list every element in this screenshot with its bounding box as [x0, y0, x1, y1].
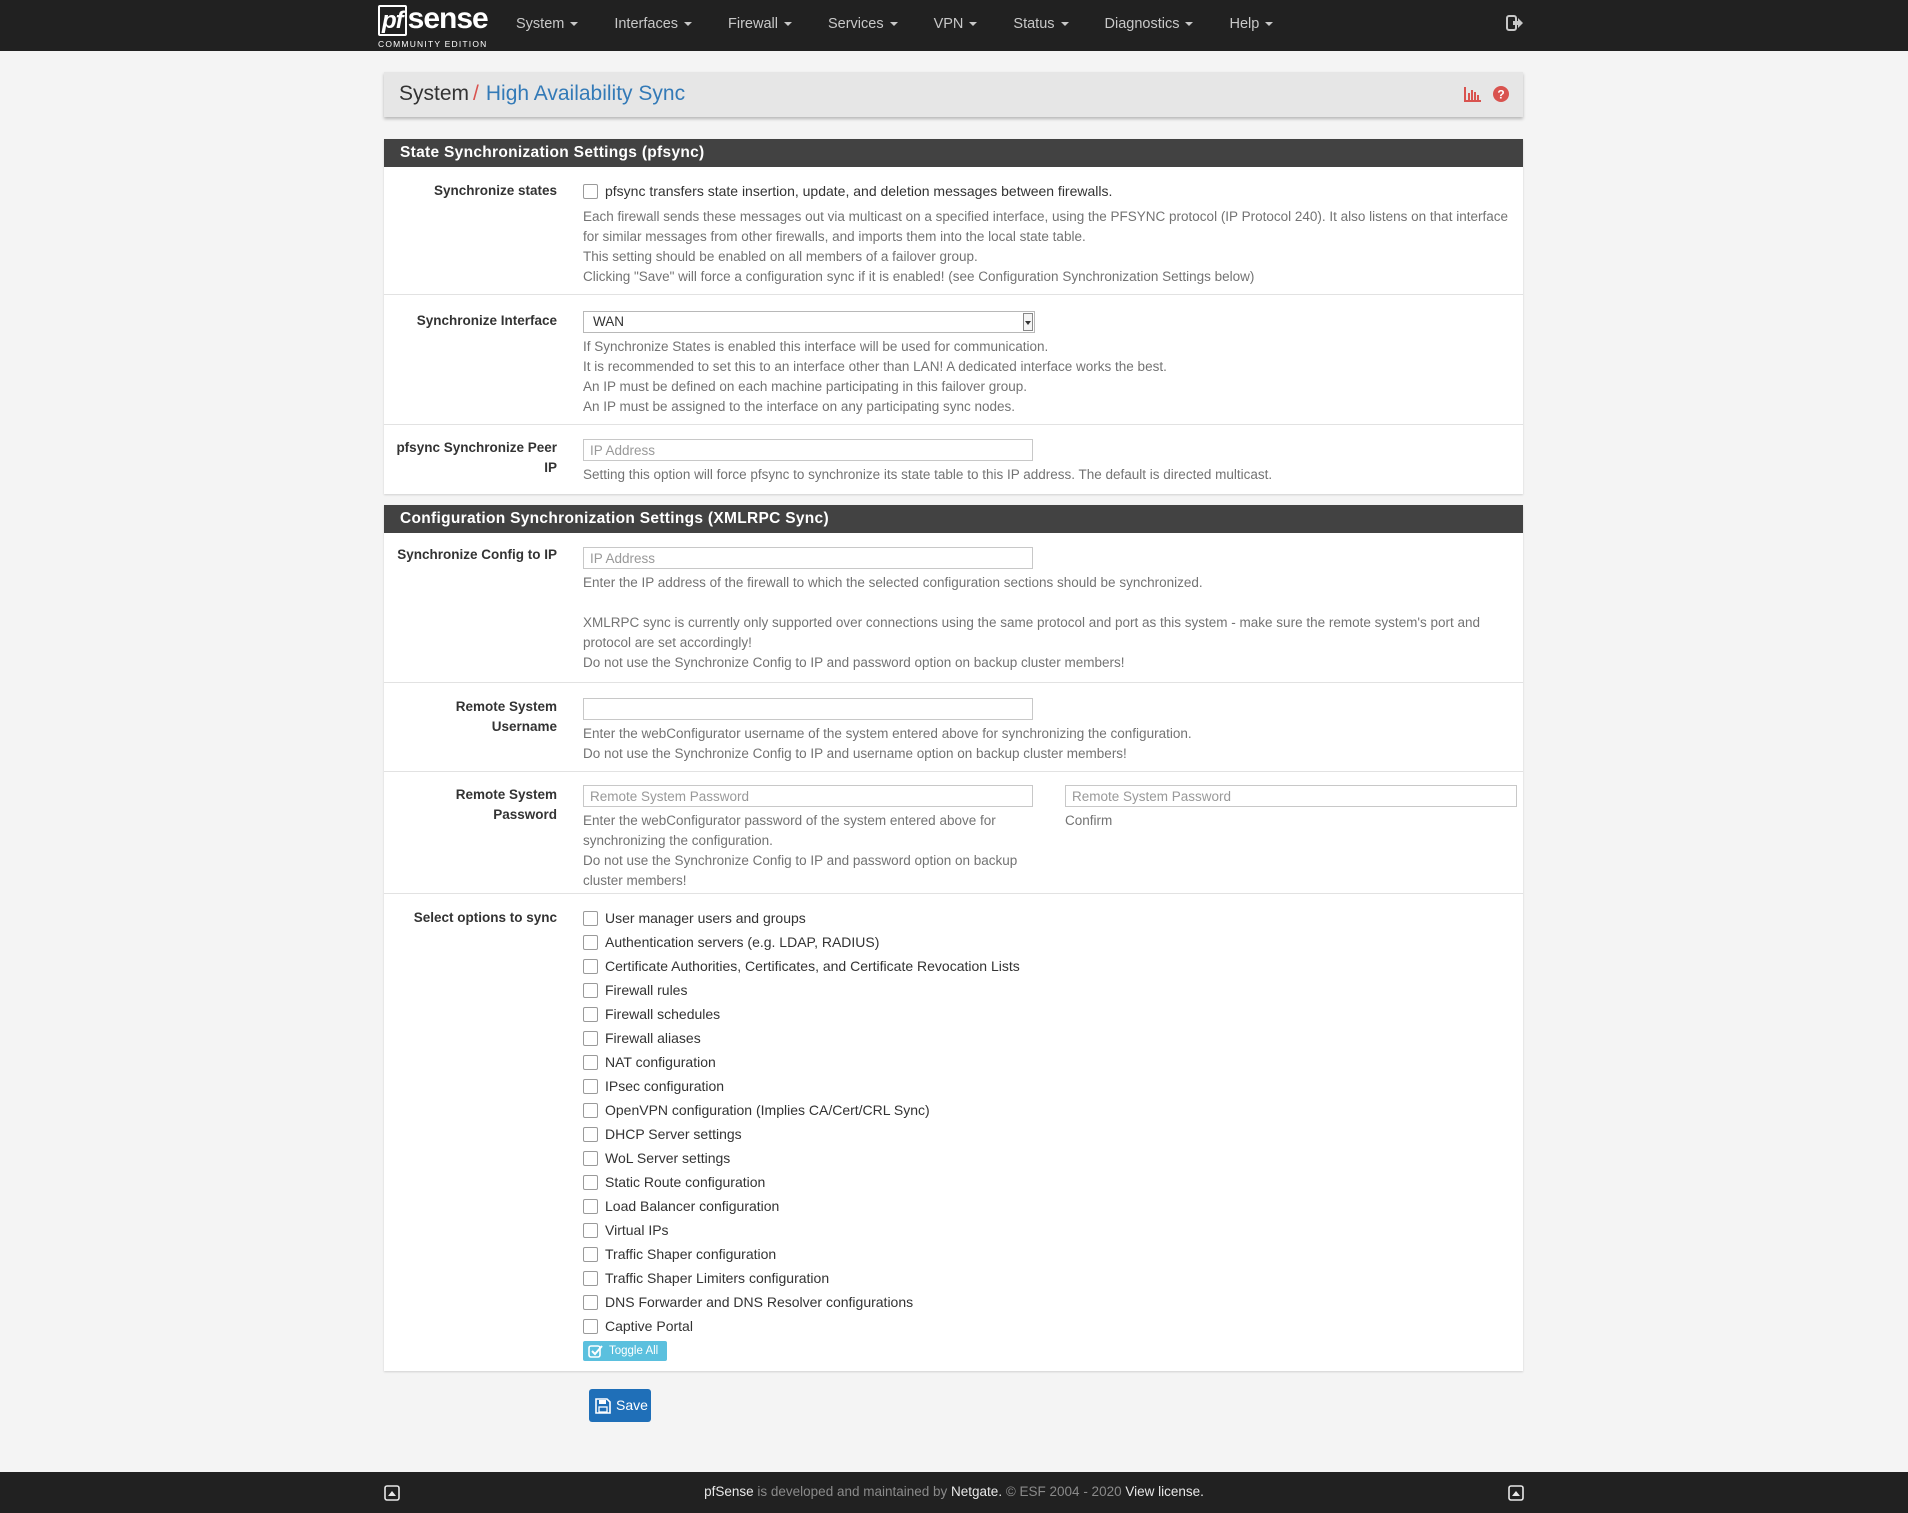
state-sync-heading: State Synchronization Settings (pfsync) [384, 139, 1523, 167]
state-sync-panel [384, 139, 1523, 494]
sync-option-checkbox[interactable] [583, 983, 598, 998]
sync-interface-select[interactable] [583, 311, 1035, 333]
toggle-all-label: Toggle All [609, 1345, 659, 1357]
peer-ip-help: Setting this option will force pfsync to synchronize its state table to this IP address. The default is directed multicast. [583, 467, 1273, 482]
sync-option-label: Static Route configuration [605, 1174, 766, 1190]
sync-option-dhcp[interactable] [583, 1122, 1508, 1146]
sync-option-label: Firewall rules [605, 982, 688, 998]
menu-status[interactable] [995, 0, 1086, 51]
menu-help-label: Help [1229, 16, 1260, 32]
menu-system[interactable] [498, 0, 596, 51]
sync-option-checkbox[interactable] [583, 1319, 598, 1334]
sync-option-checkbox[interactable] [583, 959, 598, 974]
password-label-line2: Password [493, 807, 557, 822]
username-label [387, 697, 557, 737]
logo-sense: sense [407, 2, 488, 35]
sync-option-checkbox[interactable] [583, 1079, 598, 1094]
sync-option-checkbox[interactable] [583, 1151, 598, 1166]
sync-interface-field [583, 311, 1508, 417]
sync-option-checkbox[interactable] [583, 1199, 598, 1214]
sync-option-traffic-shaper[interactable] [583, 1242, 1508, 1266]
sync-states-checkbox-label: pfsync transfers state insertion, update, and deletion messages between firewalls. [605, 183, 1113, 199]
config-sync-panel [384, 505, 1523, 1371]
sync-option-ipsec[interactable] [583, 1074, 1508, 1098]
sync-options-list [583, 906, 1508, 1361]
username-input[interactable] [583, 698, 1033, 720]
sync-option-label: DHCP Server settings [605, 1126, 742, 1142]
top-navbar [0, 0, 1908, 51]
sync-option-checkbox[interactable] [583, 911, 598, 926]
sync-option-label: OpenVPN configuration (Implies CA/Cert/CRL Sync) [605, 1102, 930, 1118]
config-ip-row [384, 533, 1523, 686]
sync-option-label: Firewall schedules [605, 1006, 721, 1022]
breadcrumb-parent[interactable]: System [399, 82, 470, 105]
caret-down-icon [1061, 22, 1069, 26]
sync-interface-help-2: It is recommended to set this to an interface other than LAN! A dedicated interface works the best. [583, 359, 1167, 374]
sync-option-firewall-schedules[interactable] [583, 1002, 1508, 1026]
sync-option-label: WoL Server settings [605, 1150, 731, 1166]
sync-options-label: Select options to sync [413, 910, 557, 925]
caret-down-icon [969, 22, 977, 26]
password-help-4: cluster members! [583, 873, 687, 888]
svg-text:?: ? [1497, 87, 1505, 102]
config-ip-field [583, 547, 1508, 673]
sync-option-checkbox[interactable] [583, 1175, 598, 1190]
sync-option-openvpn[interactable] [583, 1098, 1508, 1122]
breadcrumb-current[interactable]: High Availability Sync [485, 82, 686, 105]
password-help-3: Do not use the Synchronize Config to IP and password option on backup [583, 853, 1018, 868]
sync-option-certificates[interactable] [583, 954, 1508, 978]
caret-down-icon [570, 22, 578, 26]
chevron-down-icon [1023, 313, 1033, 331]
pfsense-logo[interactable] [378, 4, 488, 48]
username-field [583, 698, 1508, 764]
menu-status-label: Status [1013, 16, 1055, 32]
sync-option-checkbox[interactable] [583, 1295, 598, 1310]
sync-option-checkbox[interactable] [583, 1247, 598, 1262]
menu-firewall[interactable] [710, 0, 810, 51]
sync-option-load-balancer[interactable] [583, 1194, 1508, 1218]
menu-interfaces[interactable] [596, 0, 710, 51]
sync-option-shaper-limiters[interactable] [583, 1266, 1508, 1290]
sync-option-wol[interactable] [583, 1146, 1508, 1170]
password-label-line1: Remote System [455, 787, 557, 802]
sync-option-checkbox[interactable] [583, 935, 598, 950]
footer-copyright: © ESF 2004 - 2020 [1002, 1484, 1126, 1499]
peer-ip-field [583, 439, 1508, 485]
sync-states-label: Synchronize states [433, 183, 557, 198]
sync-option-label: Load Balancer configuration [605, 1198, 780, 1214]
sync-option-label: Certificate Authorities, Certificates, and Certificate Revocation Lists [605, 958, 1020, 974]
sync-option-label: Traffic Shaper Limiters configuration [605, 1270, 830, 1286]
config-ip-help-1: Enter the IP address of the firewall to which the selected configuration sections should be synchronized. [583, 575, 1203, 590]
sync-option-firewall-aliases[interactable] [583, 1026, 1508, 1050]
sync-option-checkbox[interactable] [583, 1007, 598, 1022]
sync-states-help-3: Clicking "Save" will force a configuration sync if it is enabled! (see Configuration Synchronization Settings below) [583, 269, 1255, 284]
sync-option-label: IPsec configuration [605, 1078, 725, 1094]
menu-vpn-label: VPN [933, 16, 964, 32]
username-label-line2: Username [491, 719, 557, 734]
toggle-all-button[interactable] [583, 1341, 667, 1361]
username-help-2: Do not use the Synchronize Config to IP and username option on backup cluster members! [583, 746, 1127, 761]
menu-diagnostics-label: Diagnostics [1104, 16, 1180, 32]
peer-ip-input[interactable]: IP Address [583, 439, 1033, 461]
sync-option-label: Authentication servers (e.g. LDAP, RADIUS) [605, 934, 880, 950]
peer-ip-label-line1: pfsync Synchronize Peer [396, 440, 557, 455]
footer-middle: is developed and maintained by [753, 1484, 952, 1499]
peer-ip-row [384, 424, 1523, 495]
logo-edition: COMMUNITY EDITION [378, 39, 488, 49]
breadcrumb [399, 82, 685, 106]
password-help-2: synchronizing the configuration. [583, 833, 773, 848]
save-button[interactable] [589, 1389, 651, 1422]
menu-system-label: System [516, 16, 565, 32]
sync-interface-value: WAN [593, 314, 624, 329]
menu-diagnostics[interactable] [1087, 0, 1212, 51]
password-confirm-field [1065, 785, 1517, 831]
sync-option-checkbox[interactable] [583, 1055, 598, 1070]
menu-vpn[interactable] [916, 0, 996, 51]
config-ip-help-2: XMLRPC sync is currently only supported over connections using the same protocol and port as this system - make sure the remote system's port and protocol are set accordingly! [583, 615, 1480, 650]
caret-down-icon [784, 22, 792, 26]
config-ip-input[interactable]: IP Address [583, 547, 1033, 569]
save-label: Save [616, 1397, 648, 1413]
caret-down-icon [890, 22, 898, 26]
sync-option-checkbox[interactable] [583, 1127, 598, 1142]
config-sync-heading: Configuration Synchronization Settings (XMLRPC Sync) [384, 505, 1523, 533]
footer-product[interactable]: pfSense [704, 1484, 754, 1499]
sync-option-label: Virtual IPs [605, 1222, 669, 1238]
sync-option-label: Firewall aliases [605, 1030, 701, 1046]
sync-option-nat[interactable] [583, 1050, 1508, 1074]
bar-chart-icon[interactable] [1462, 84, 1482, 104]
sync-option-checkbox[interactable] [583, 1031, 598, 1046]
config-ip-help-3: Do not use the Synchronize Config to IP and password option on backup cluster members! [583, 655, 1125, 670]
sync-interface-help-4: An IP must be assigned to the interface on any participating sync nodes. [583, 399, 1016, 414]
sync-option-captive-portal[interactable] [583, 1314, 1508, 1338]
caret-down-icon [684, 22, 692, 26]
username-help-1: Enter the webConfigurator username of the system entered above for synchronizing the configuration. [583, 726, 1192, 741]
floppy-disk-icon [595, 1398, 611, 1414]
sync-option-virtual-ips[interactable] [583, 1218, 1508, 1242]
caret-down-icon [1185, 22, 1193, 26]
sync-option-checkbox[interactable] [583, 1271, 598, 1286]
menu-services[interactable] [810, 0, 916, 51]
password-row [384, 771, 1523, 898]
logo-pf: pf [378, 5, 407, 36]
peer-ip-label [387, 438, 557, 478]
breadcrumb-separator: / [473, 82, 479, 105]
password-input[interactable]: Remote System Password [583, 785, 1033, 807]
sync-interface-help-3: An IP must be defined on each machine participating in this failover group. [583, 379, 1028, 394]
password-help-1: Enter the webConfigurator password of the system entered above for [583, 813, 996, 828]
username-label-line1: Remote System [455, 699, 557, 714]
sync-option-label: Traffic Shaper configuration [605, 1246, 777, 1262]
sync-option-checkbox[interactable] [583, 1103, 598, 1118]
footer [0, 1472, 1908, 1513]
logout-icon[interactable] [1506, 14, 1524, 32]
breadcrumb-bar [384, 72, 1523, 117]
peer-ip-label-line2: IP [544, 460, 557, 475]
sync-option-checkbox[interactable] [583, 1223, 598, 1238]
password-field [583, 785, 1033, 891]
sync-states-row [384, 167, 1523, 294]
sync-states-field [583, 181, 1508, 287]
username-row [384, 682, 1523, 772]
password-label [387, 785, 557, 825]
sync-interface-help-1: If Synchronize States is enabled this interface will be used for communication. [583, 339, 1049, 354]
menu-services-label: Services [827, 16, 884, 32]
config-ip-label: Synchronize Config to IP [397, 547, 557, 562]
sync-option-auth-servers[interactable] [583, 930, 1508, 954]
sync-option-label: Captive Portal [605, 1318, 693, 1334]
sync-option-firewall-rules[interactable] [583, 978, 1508, 1002]
caret-down-icon [1265, 22, 1273, 26]
sync-option-label: NAT configuration [605, 1054, 716, 1070]
footer-text [0, 1484, 1908, 1499]
menu-firewall-label: Firewall [728, 16, 778, 32]
help-circle-icon[interactable] [1491, 84, 1511, 104]
password-confirm-label: Confirm [1065, 813, 1113, 828]
sync-options-row [384, 893, 1523, 1372]
sync-option-label: User manager users and groups [605, 910, 806, 926]
password-confirm-input[interactable]: Remote System Password [1065, 785, 1517, 807]
sync-option-static-routes[interactable] [583, 1170, 1508, 1194]
sync-states-checkbox[interactable] [583, 184, 598, 199]
menu-interfaces-label: Interfaces [614, 16, 679, 32]
sync-option-label: DNS Forwarder and DNS Resolver configurations [605, 1294, 914, 1310]
sync-interface-row [384, 294, 1523, 423]
main-menu [498, 0, 1291, 51]
footer-license-link[interactable]: View license. [1125, 1484, 1204, 1499]
expand-icon[interactable] [1508, 1485, 1524, 1501]
check-square-icon [588, 1344, 603, 1358]
menu-help[interactable] [1211, 0, 1291, 51]
footer-company[interactable]: Netgate. [951, 1484, 1003, 1499]
sync-states-help-1: Each firewall sends these messages out via multicast on a specified interface, using the PFSYNC protocol (IP Protocol 240). It also listens on that interface for similar messages from other firewalls, and imports them into the local state table. [583, 209, 1508, 244]
sync-interface-label: Synchronize Interface [416, 313, 557, 328]
sync-states-help-2: This setting should be enabled on all members of a failover group. [583, 249, 978, 264]
sync-option-dns[interactable] [583, 1290, 1508, 1314]
sync-option-users[interactable] [583, 906, 1508, 930]
